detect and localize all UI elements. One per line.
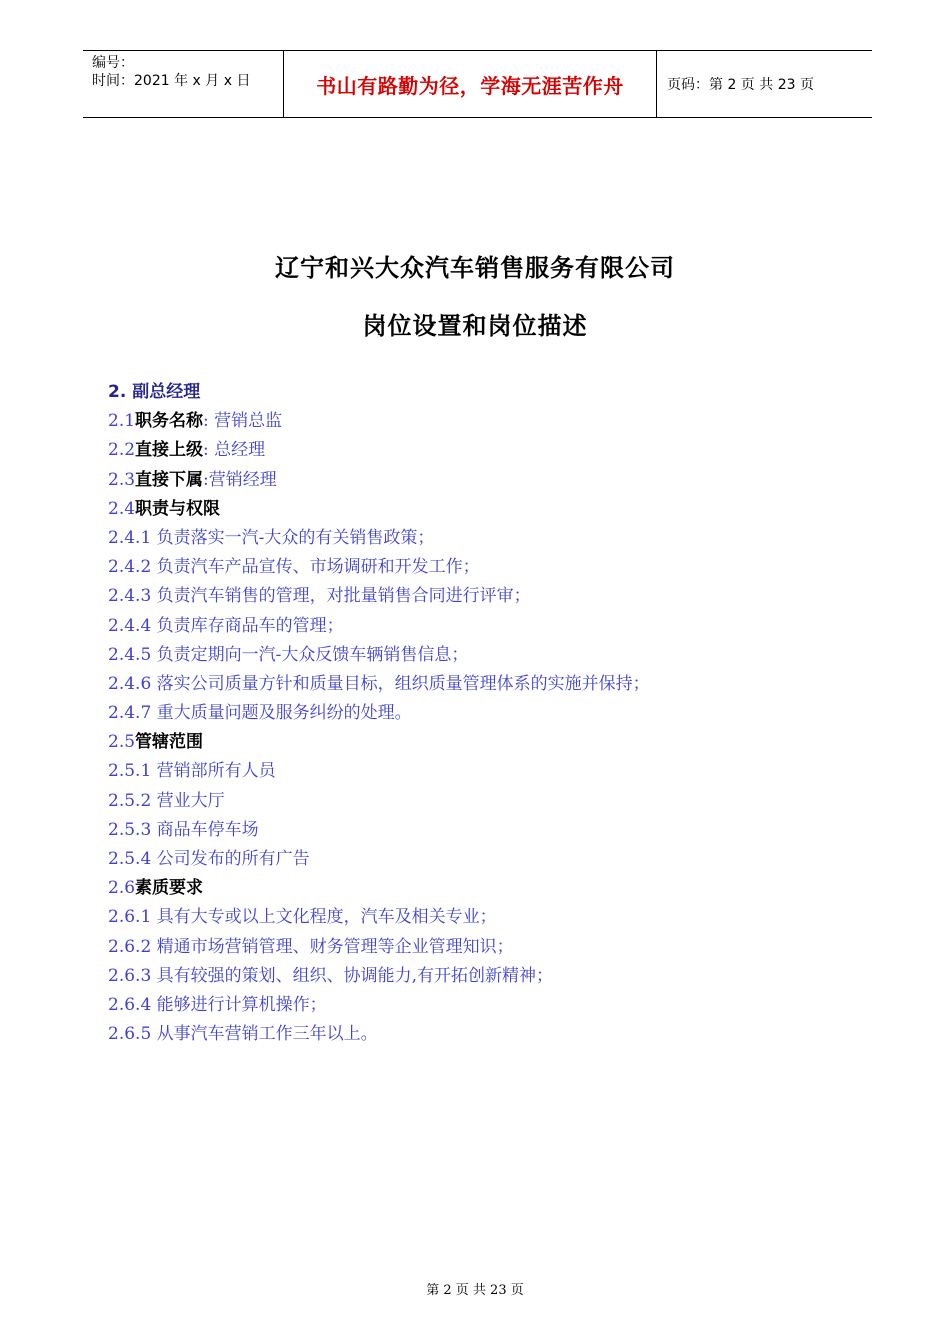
header-meta xyxy=(83,51,284,117)
requirements-heading-row xyxy=(108,874,868,903)
requirement-item: 2.6.2 精通市场营销管理、财务管理等企业管理知识； xyxy=(108,936,514,957)
scope-item: 2.5.3 商品车停车场 xyxy=(108,819,259,840)
page-footer: 第 2 页 共 23 页 xyxy=(426,1283,524,1298)
subordinate-value: :营销经理 xyxy=(203,469,277,490)
scope-item: 2.5.4 公司发布的所有广告 xyxy=(108,849,310,869)
document-body xyxy=(108,378,868,1049)
duty-item: 2.4.1 负责落实一汽-大众的有关销售政策； xyxy=(108,527,435,548)
job-name-value: : 营销总监 xyxy=(203,411,283,432)
document-subtitle: 岗位设置和岗位描述 xyxy=(362,312,588,340)
job-name-number: 2.1 xyxy=(108,411,136,432)
duty-item: 2.4.3 负责汽车销售的管理，对批量销售合同进行评审； xyxy=(108,586,531,607)
subordinate-label: 直接下属 xyxy=(135,469,204,490)
scope-item: 2.5.1 营销部所有人员 xyxy=(108,761,276,782)
duty-item: 2.4.6 落实公司质量方针和质量目标，组织质量管理体系的实施并保持； xyxy=(108,673,650,694)
duty-item: 2.4.5 负责定期向一汽-大众反馈车辆销售信息； xyxy=(108,644,469,665)
duty-item: 2.4.2 负责汽车产品宣传、市场调研和开发工作； xyxy=(108,557,480,578)
document-number-label: 编号： xyxy=(92,55,134,71)
job-name-row xyxy=(108,407,868,436)
subordinate-row xyxy=(108,466,868,495)
requirement-item: 2.6.1 具有大专或以上文化程度，汽车及相关专业； xyxy=(108,907,497,928)
superior-value: : 总经理 xyxy=(203,440,266,461)
requirement-item: 2.6.4 能够进行计算机操作； xyxy=(108,994,327,1015)
duties-label: 职责与权限 xyxy=(135,498,221,519)
header-motto: 书山有路勤为径，学海无涯苦作舟 xyxy=(316,73,624,98)
duties-number: 2.4 xyxy=(108,498,136,519)
subordinate-number: 2.3 xyxy=(108,469,136,490)
header-motto-cell xyxy=(284,51,657,117)
superior-number: 2.2 xyxy=(108,440,136,461)
requirements-label: 素质要求 xyxy=(135,878,204,899)
superior-row xyxy=(108,436,868,465)
job-name-label: 职务名称 xyxy=(135,411,204,432)
page-header xyxy=(83,50,872,118)
duty-item: 2.4.7 重大质量问题及服务纠纷的处理。 xyxy=(108,703,412,724)
requirements-number: 2.6 xyxy=(108,878,136,899)
requirement-item: 2.6.5 从事汽车营销工作三年以上。 xyxy=(108,1024,378,1045)
header-page-cell xyxy=(657,51,872,117)
duties-heading-row xyxy=(108,495,868,524)
header-page-label: 页码：第 2 页 共 23 页 xyxy=(667,77,814,93)
scope-label: 管辖范围 xyxy=(135,732,204,753)
scope-heading-row xyxy=(108,728,868,757)
section-heading: 2. 副总经理 xyxy=(108,382,201,402)
duty-item: 2.4.4 负责库存商品车的管理； xyxy=(108,615,344,636)
superior-label: 直接上级 xyxy=(135,440,204,461)
scope-item: 2.5.2 营业大厅 xyxy=(108,790,225,811)
requirement-item: 2.6.3 具有较强的策划、组织、协调能力,有开拓创新精神； xyxy=(108,965,554,986)
document-title: 辽宁和兴大众汽车销售服务有限公司 xyxy=(275,254,675,282)
document-time-label: 时间：2021 年 x 月 x 日 xyxy=(92,73,251,89)
scope-number: 2.5 xyxy=(108,732,136,753)
